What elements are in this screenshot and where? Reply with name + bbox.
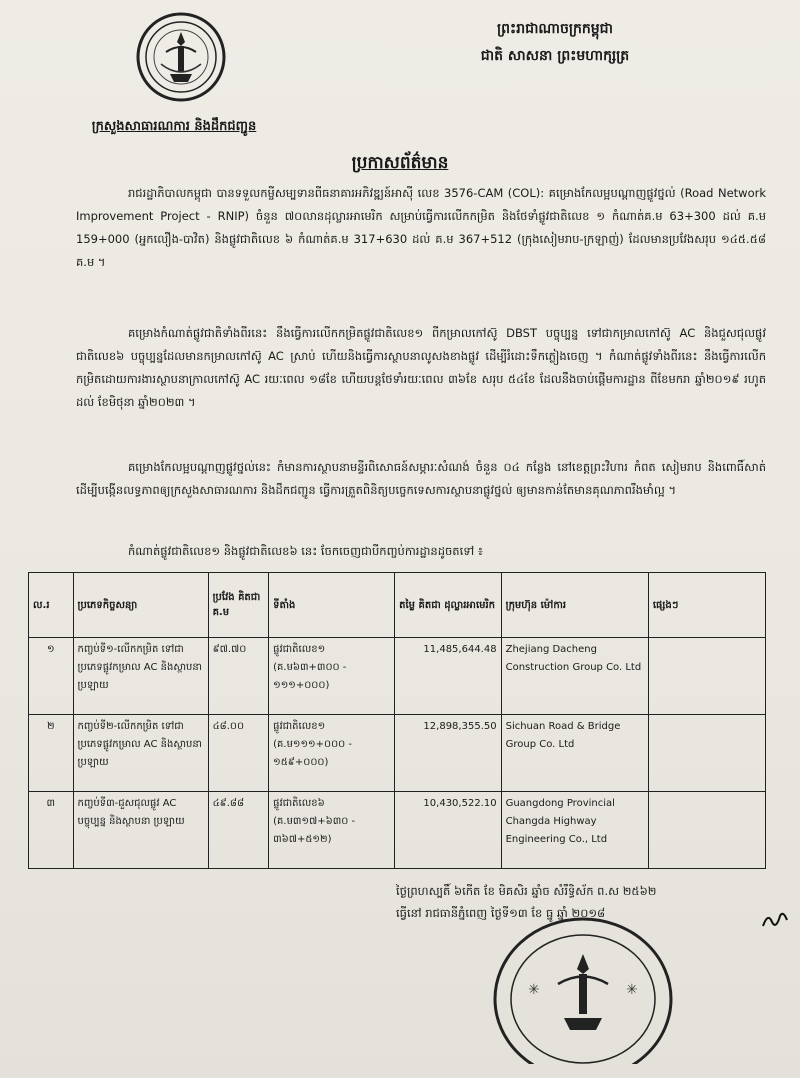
row-package: កញ្ចប់ទី៣-ជួសជុលផ្លូវ AC បច្ចុប្បន្ន និងស្ថាបនា ប្រឡាយ [73, 792, 208, 869]
row-length: ៤៨.០០ [208, 715, 269, 792]
row-remark [648, 715, 765, 792]
ministry-seal-icon [136, 12, 226, 102]
svg-text:✳: ✳ [528, 982, 540, 998]
table-header-row [29, 573, 766, 638]
header-remarks: ផ្សេងៗ [648, 573, 765, 638]
svg-text:✳: ✳ [626, 982, 638, 998]
row-package: កញ្ចប់ទី១-លើកកម្រិត ទៅជាប្រភេទផ្លូវកម្រាល AC និងស្ថាបនាប្រឡាយ [73, 638, 208, 715]
row-contractor: Guangdong Provincial Changda Highway Engineering Co., Ltd [501, 792, 648, 869]
header-length: ប្រវែង គិតជា គ.ម [208, 573, 269, 638]
document-title: ប្រកាសព័ត៌មាន [351, 153, 449, 173]
paragraph-2: គម្រោងកំណាត់ផ្លូវជាតិទាំងពីរនេះ នឹងធ្វើការលើកកម្រិតផ្លូវជាតិលេខ១ ពីកម្រាលកៅស៊ូ DBST បច្ចុប្បន្ន ទៅជាកម្រាលកៅស៊ូ AC និងជួសជុលផ្លូវជាតិលេខ៦ បច្ចុប្បន្នដែលមានកម្រាលកៅស៊ូ AC ស្រាប់ ហើយនិងធ្វើការស្ថាបនាលូសងខាងផ្លូវ ដើម្បីរំដោះទឹកភ្លៀងចេញ ។ កំណាត់ផ្លូវទាំងពីរនេះ នឹងធ្វើការលើកកម្រិតដោយការងារស្ថាបនាក្រាលកៅស៊ូ AC រយៈពេល ១៨ខែ ហើយបន្តថែទាំរយៈពេល ៣៦ខែ សរុប ៥៤ខែ ដែលនឹងចាប់ផ្តើមការដ្ឋាន ពីខែមករា ឆ្នាំ២០១៩ រហូតដល់ ខែមិថុនា ឆ្នាំ២០២៣ ។ [76, 326, 766, 409]
row-remark [648, 638, 765, 715]
row-remark [648, 792, 765, 869]
header-contractor: ក្រុមហ៊ុន ម៉ៅការ [501, 573, 648, 638]
row-no: ៣ [29, 792, 74, 869]
row-package: កញ្ចប់ទី២-លើកកម្រិត ទៅជាប្រភេទផ្លូវកម្រាល AC និងស្ថាបនាប្រឡាយ [73, 715, 208, 792]
place-date-line: ធ្វើនៅ រាជធានីភ្នំពេញ ថ្ងៃទី១៣ ខែ ធ្នូ ឆ្នាំ ២០១៨ [396, 906, 606, 920]
row-cost: 10,430,522.10 [395, 792, 501, 869]
row-no: ១ [29, 638, 74, 715]
row-length: ៤៩.៨៨ [208, 792, 269, 869]
row-location: ផ្លូវជាតិលេខ៦ (គ.ម៣១៧+៦៣០ - ៣៦៧+៥១២) [269, 792, 395, 869]
row-location: ផ្លូវជាតិលេខ១ (គ.ម១១១+០០០ - ១៥៩+០០០) [269, 715, 395, 792]
lunar-date-line: ថ្ងៃព្រហស្បតិ៍ ៦កើត ខែ មិគសិរ ឆ្នាំច សំរឹទ្ធិស័ក ព.ស ២៥៦២ [396, 884, 657, 898]
row-contractor: Zhejiang Dacheng Construction Group Co. Ltd [501, 638, 648, 715]
row-cost: 11,485,644.48 [395, 638, 501, 715]
header-contract-type: ប្រភេទកិច្ចសន្យា [73, 573, 208, 638]
kingdom-motto [440, 16, 670, 70]
paragraph-1: រាជរដ្ឋាភិបាលកម្ពុជា បានទទួលកម្ចីសម្បទានពីធនាគារអភិវឌ្ឍន៍អាស៊ី លេខ 3576-CAM (COL): គម្រោងកែលម្អបណ្តាញផ្លូវថ្នល់ (Road Network Improvement Project - RNIP) ចំនួន ៧០លានដុល្លារអាមេរិក សម្រាប់ធ្វើការលើកកម្រិត និងថែទាំផ្លូវជាតិលេខ ១ កំណាត់គ.ម 63+300 ដល់ គ.ម 159+000 (អ្នកលឿង-បាវិត) និងផ្លូវជាតិលេខ ៦ កំណាត់គ.ម 317+630 ដល់ គ.ម 367+512 (ក្រុងសៀមរាប-ក្រឡាញ់) ដែលមានប្រវែងសរុប ១៤៥.៥៨ គ.ម ។ [76, 186, 766, 269]
table-row [29, 792, 766, 869]
row-location: ផ្លូវជាតិលេខ១ (គ.ម៦៣+៣០០ - ១១១+០០០) [269, 638, 395, 715]
table-intro: កំណាត់ផ្លូវជាតិលេខ១ និងផ្លូវជាតិលេខ៦ នេះ ចែកចេញជាបីកញ្ចប់ការដ្ឋានដូចតទៅ ៖ [128, 544, 483, 558]
contract-packages-table [28, 572, 766, 869]
kingdom-line-1: ព្រះរាជាណាចក្រកម្ពុជា [496, 21, 613, 37]
row-length: ៩៧.៧០ [208, 638, 269, 715]
table-row [29, 715, 766, 792]
ministry-name: ក្រសួងសាធារណការ និងដឹកជញ្ជូន [91, 119, 257, 134]
row-no: ២ [29, 715, 74, 792]
row-contractor: Sichuan Road & Bridge Group Co. Ltd [501, 715, 648, 792]
paragraph-3: គម្រោងកែលម្អបណ្តាញផ្លូវថ្នល់នេះ កំមានការស្ថាបនាមន្ទីរពិសោធន៍សម្ភារៈសំណង់ ចំនួន ០៤ កន្លែង នៅខេត្តព្រះវិហារ កំពត សៀមរាប និងពោធិ៍សាត់ ដើម្បីបង្កើនលទ្ធភាពឲ្យក្រសួងសាធារណការ និងដឹកជញ្ជូន ធ្វើការត្រួតពិនិត្យបច្ចេកទេសការស្ថាបនាផ្លូវថ្នល់ ឲ្យមានកាន់តែមានគុណភាពរឹងមាំល្អ ។ [76, 460, 766, 497]
header-no: ល.រ [29, 573, 74, 638]
row-cost: 12,898,355.50 [395, 715, 501, 792]
header-cost: តម្លៃ គិតជា ដុល្លារអាមេរិក [395, 573, 501, 638]
official-stamp-icon [488, 914, 678, 1064]
signature-icon [760, 908, 790, 932]
kingdom-line-2: ជាតិ សាសនា ព្រះមហាក្សត្រ [480, 48, 630, 64]
table-row [29, 638, 766, 715]
header-location: ទីតាំង [269, 573, 395, 638]
